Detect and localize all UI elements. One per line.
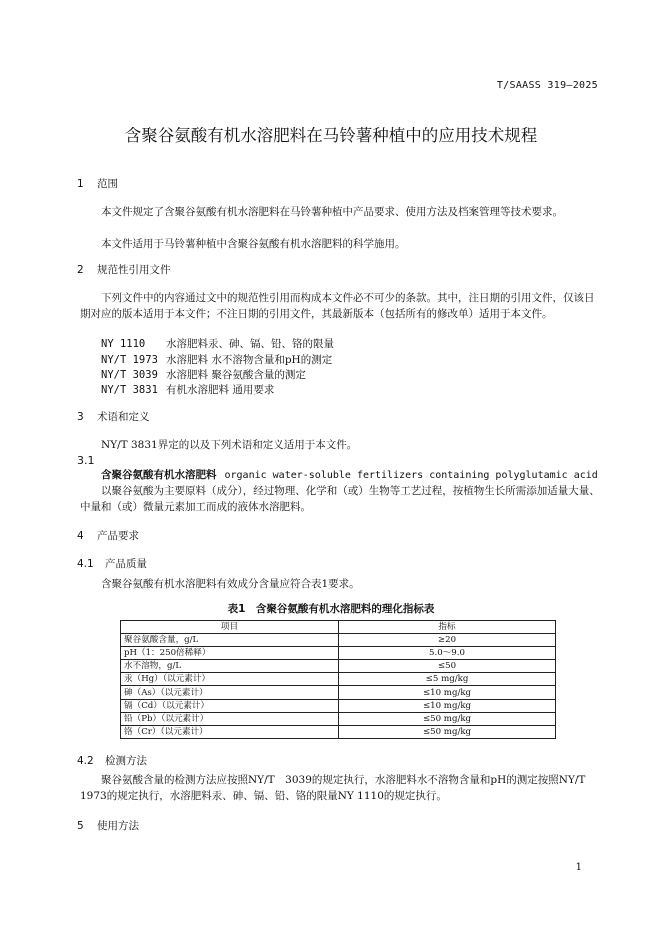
- table-row: [121, 634, 556, 647]
- term-definition: 以聚谷氨酸为主要原料（成分），经过物理、化学和（或）生物等工艺过程，按植物生长所需添加适量大量、中量和（或）微量元素加工而成的液体水溶肥料。: [80, 485, 600, 513]
- table-cell-item: pH（1：250倍稀释）: [121, 647, 339, 660]
- normative-reference: [101, 382, 274, 397]
- table-header-row: [121, 621, 556, 634]
- term-english: organic water-soluble fertilizers containing polyglutamic acid: [224, 470, 598, 481]
- reference-name: 水溶肥料 水不溶物含量和pH的测定: [166, 354, 333, 366]
- section-title: 规范性引用文件: [97, 264, 171, 276]
- reference-code: NY/T 1973: [101, 354, 158, 366]
- reference-code: NY/T 3039: [101, 369, 158, 381]
- section-2-heading: [77, 262, 171, 277]
- subsection-4-2-paragraph: 聚谷氨酸含量的检测方法应按照NY/T 3039的规定执行，水溶肥料水不溶物含量和pH的测定按照NY/T 1973的规定执行，水溶肥料汞、砷、镉、铅、铬的限量NY 1110的规定执行。: [80, 774, 586, 802]
- reference-code: NY 1110: [101, 338, 146, 350]
- table-cell-item: 水不溶物，g/L: [121, 660, 339, 673]
- table-caption: 表1 含聚谷氨酸有机水溶肥料的理化指标表: [227, 603, 435, 615]
- subsection-4-1-heading: [77, 556, 147, 571]
- table-cell-value: ≤10 mg/kg: [339, 699, 556, 712]
- table-cell-item: 铬（Cr）（以元素计）: [121, 725, 339, 738]
- section-1-paragraph-2: 本文件适用于马铃薯种植中含聚谷氨酸有机水溶肥料的科学施用。: [101, 238, 406, 250]
- table-header-cell: 指标: [339, 621, 556, 634]
- subsection-number: 4.2: [77, 755, 94, 767]
- table-row: [121, 725, 556, 738]
- table-row: [121, 660, 556, 673]
- section-title: 术语和定义: [97, 411, 150, 423]
- reference-code: NY/T 3831: [101, 384, 158, 396]
- section-title: 使用方法: [97, 820, 139, 832]
- table-row: [121, 699, 556, 712]
- table-row: [121, 686, 556, 699]
- reference-name: 水溶肥料 聚谷氨酸含量的测定: [166, 369, 306, 381]
- table-cell-value: ≥20: [339, 634, 556, 647]
- reference-name: 水溶肥料汞、砷、镉、铅、铬的限量: [166, 338, 334, 350]
- subsection-number: 4.1: [77, 558, 94, 570]
- section-number: 2: [77, 264, 84, 276]
- section-1-heading: [77, 176, 118, 191]
- table-cell-value: ≤50: [339, 660, 556, 673]
- section-3-paragraph: NY/T 3831界定的以及下列术语和定义适用于本文件。: [101, 439, 358, 451]
- table-cell-item: 砷（As）（以元素计）: [121, 686, 339, 699]
- table-cell-item: 聚谷氨酸含量，g/L: [121, 634, 339, 647]
- table-row: [121, 673, 556, 686]
- table-cell-value: 5.0～9.0: [339, 647, 556, 660]
- table-cell-value: ≤50 mg/kg: [339, 712, 556, 725]
- subsection-title: 产品质量: [105, 558, 147, 570]
- table-cell-item: 汞（Hg）（以元素计）: [121, 673, 339, 686]
- subsection-title: 检测方法: [105, 755, 147, 767]
- table-header-cell: 项目: [121, 621, 339, 634]
- normative-reference: [101, 352, 332, 367]
- section-title: 产品要求: [97, 530, 139, 542]
- section-title: 范围: [97, 178, 118, 190]
- term-chinese: 含聚谷氨酸有机水溶肥料: [101, 469, 217, 481]
- reference-name: 有机水溶肥料 通用要求: [166, 384, 275, 396]
- section-1-paragraph-1: 本文件规定了含聚谷氨酸有机水溶肥料在马铃薯种植中产品要求、使用方法及档案管理等技术要求。: [101, 206, 563, 218]
- section-number: 1: [77, 178, 84, 190]
- table-cell-value: ≤5 mg/kg: [339, 673, 556, 686]
- table-row: [121, 647, 556, 660]
- section-3-heading: [77, 409, 150, 424]
- spec-table: [120, 620, 556, 739]
- term-entry: [101, 467, 598, 482]
- section-number: 4: [77, 530, 84, 542]
- subsection-4-1-paragraph: 含聚谷氨酸有机水溶肥料有效成分含量应符合表1要求。: [101, 578, 360, 590]
- table-cell-value: ≤10 mg/kg: [339, 686, 556, 699]
- table-cell-value: ≤50 mg/kg: [339, 725, 556, 738]
- section-number: 5: [77, 820, 84, 832]
- section-4-heading: [77, 528, 139, 543]
- section-5-heading: [77, 818, 139, 833]
- table-cell-item: 铅（Pb）（以元素计）: [121, 712, 339, 725]
- section-number: 3: [77, 411, 84, 423]
- subsection-4-2-heading: [77, 753, 147, 768]
- term-number: 3.1: [77, 454, 95, 467]
- table-row: [121, 712, 556, 725]
- document-number: T/SAASS 319—2025: [496, 80, 598, 91]
- normative-reference: [101, 336, 334, 351]
- document-title: 含聚谷氨酸有机水溶肥料在马铃薯种植中的应用技术规程: [124, 126, 538, 145]
- normative-reference: [101, 367, 306, 382]
- table-cell-item: 镉（Cd）（以元素计）: [121, 699, 339, 712]
- page-number: 1: [575, 862, 582, 873]
- section-2-paragraph: 下列文件中的内容通过文中的规范性引用而构成本文件必不可少的条款。其中，注日期的引用文件，仅该日期对应的版本适用于本文件；不注日期的引用文件，其最新版本（包括所有的修改单）适用于本文件。: [80, 292, 595, 320]
